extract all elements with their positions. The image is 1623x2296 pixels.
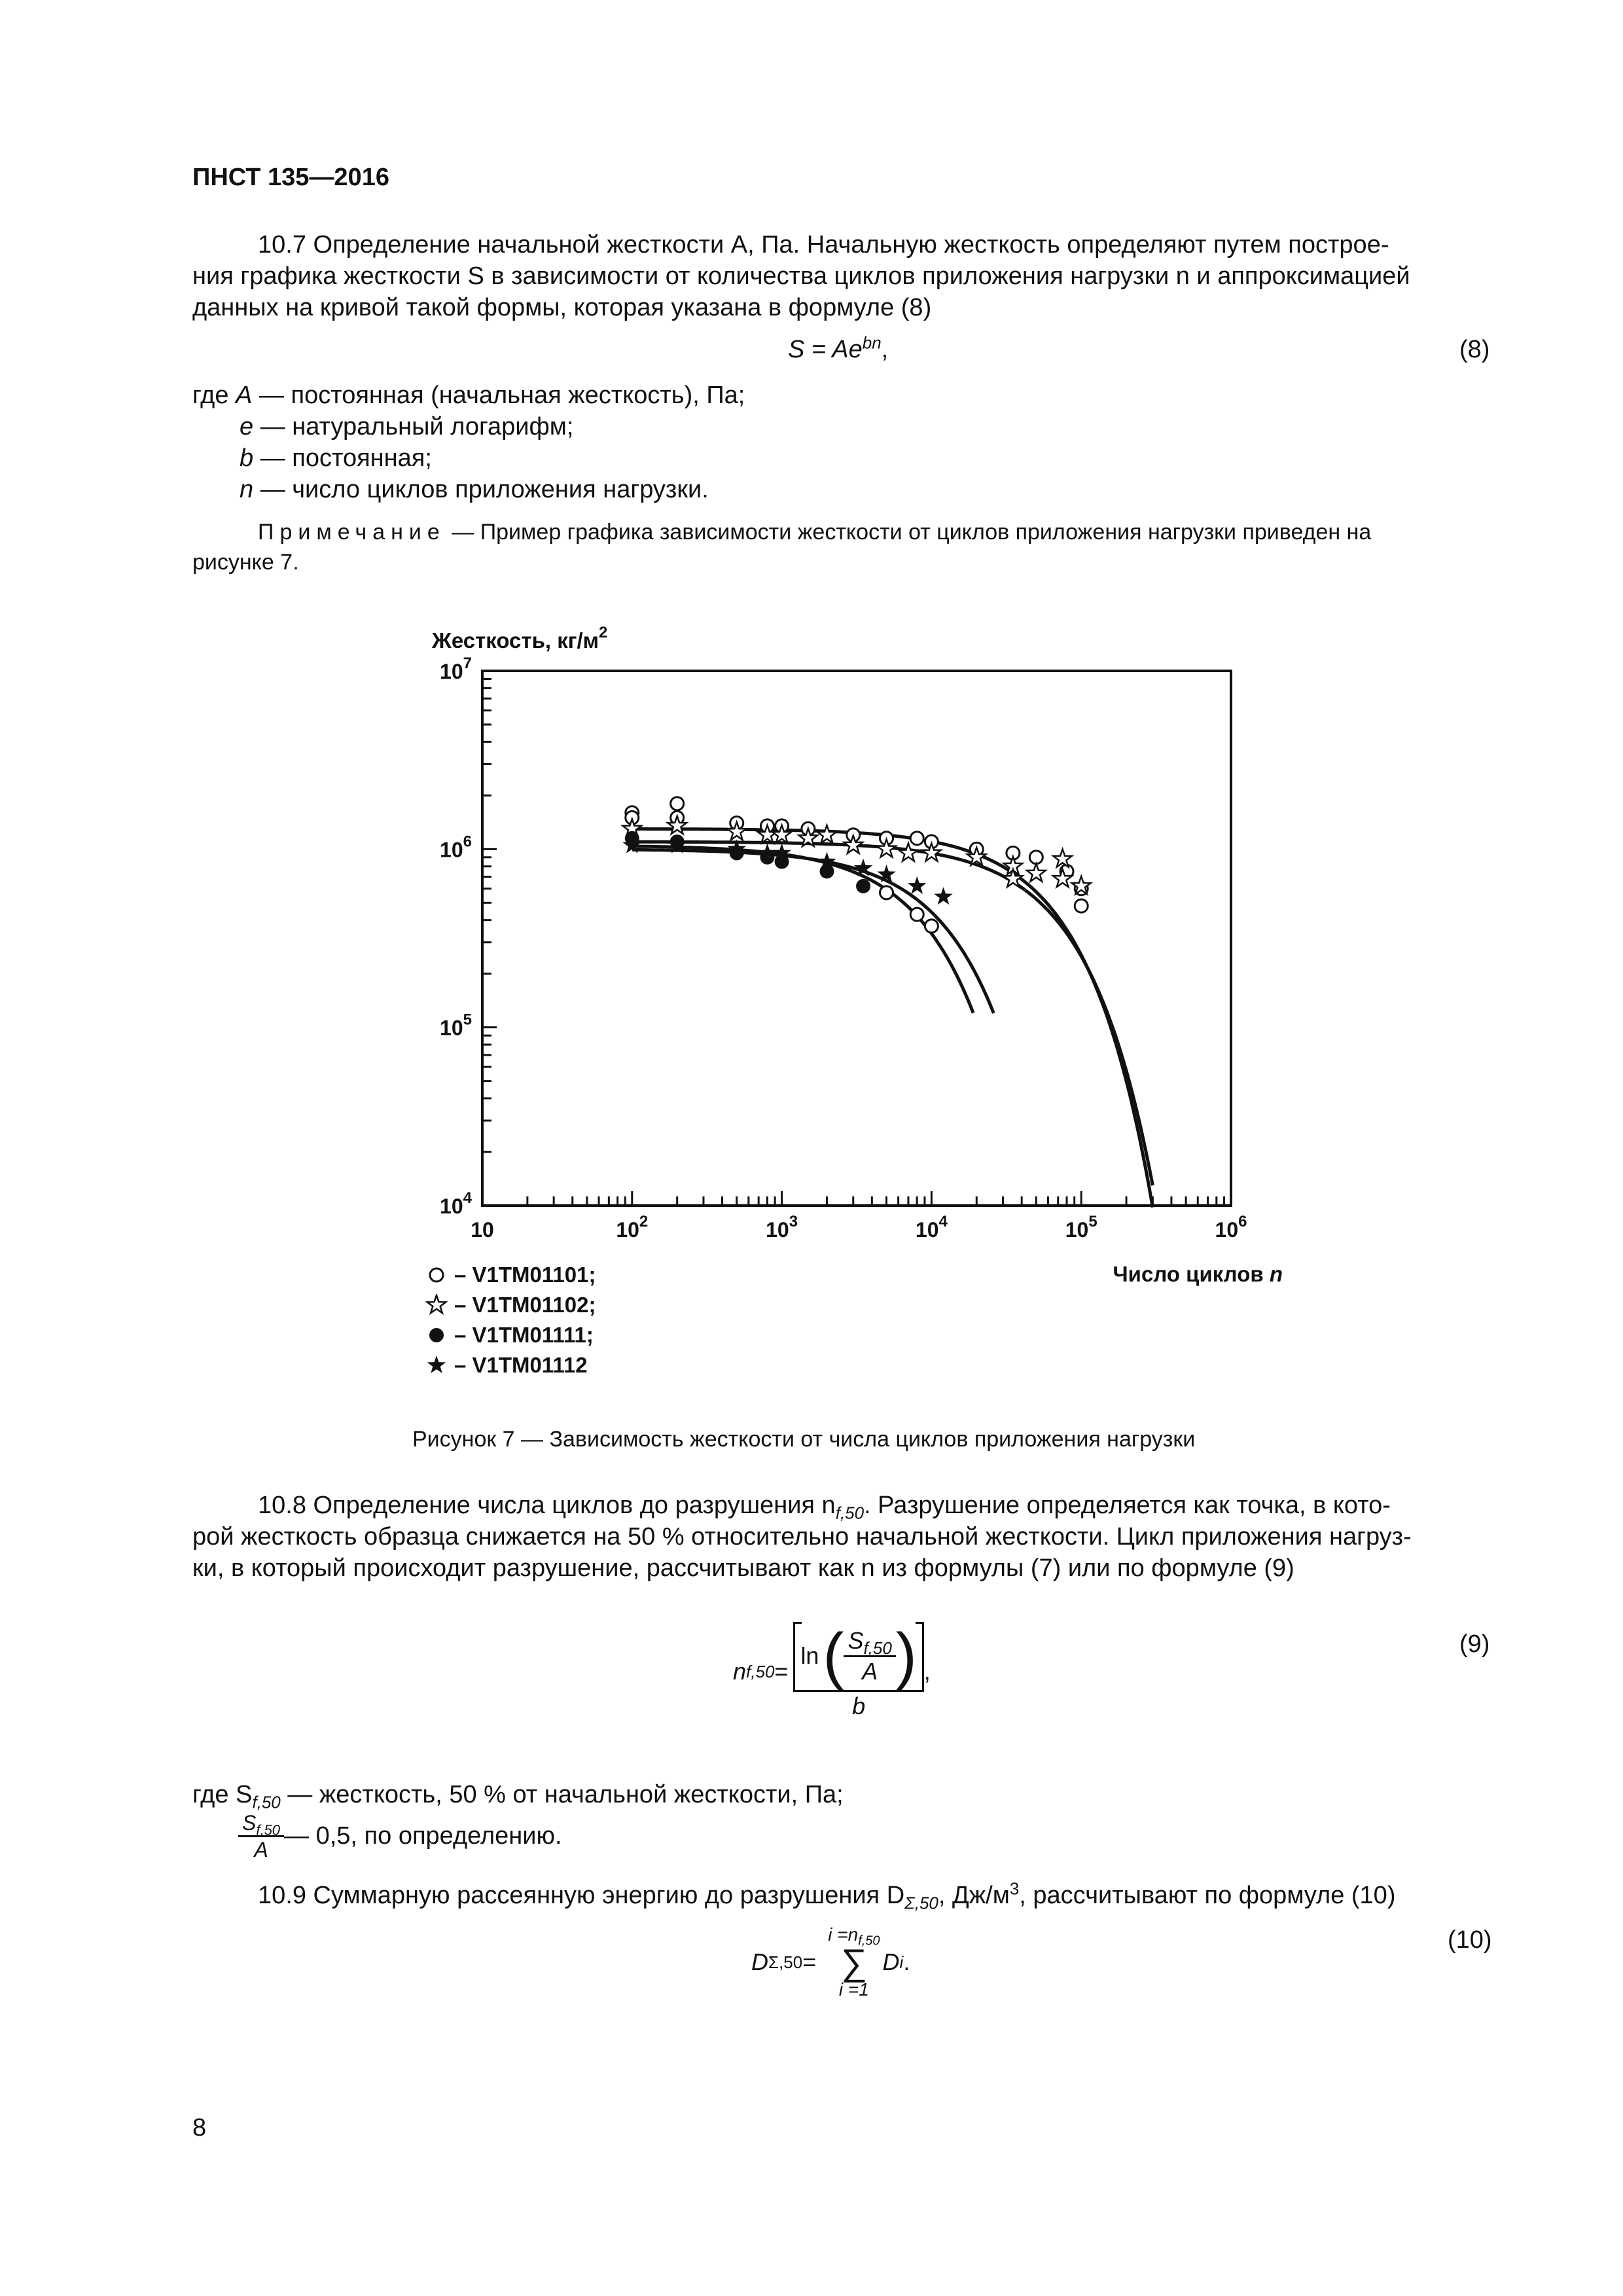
- paren-right-icon: ): [895, 1621, 917, 1691]
- legend-item-v1tm01101: – V1TM01101;: [425, 1260, 596, 1290]
- circle-open-marker-icon: [425, 1264, 448, 1286]
- v1tm01111-point: [819, 864, 834, 878]
- equation-9: n f,50 = ln ( $\frac{S_{f,50}}{A}$ ) b ,: [733, 1621, 931, 1719]
- x-tick-label: $10^3$: [766, 1213, 798, 1242]
- v1tm01101-point: [1075, 899, 1088, 912]
- eq9-fraction: [793, 1622, 923, 1721]
- note-line-2: рисунке 7.: [192, 550, 299, 575]
- note: [192, 517, 1496, 577]
- chart-legend: [425, 1260, 596, 1380]
- section-10-9: 10.9 Суммарную рассеянную энергию до разрушения $D_{\Sigma,50}$, $Дж/м^3$, рассчитывают по формуле (10): [258, 1878, 1396, 1913]
- def-b: b — постоянная;: [240, 444, 432, 472]
- x-tick-label: 10: [471, 1218, 494, 1242]
- v1tm01101-point: [925, 920, 938, 933]
- eq8-tail: ,: [881, 336, 889, 363]
- v1tm01101-point: [880, 886, 893, 899]
- s107-line-3: данных на кривой такой формы, которая указана в формуле (8): [192, 294, 932, 321]
- star-filled-marker-icon: [425, 1354, 448, 1376]
- def-e: e — натуральный логарифм;: [240, 413, 574, 440]
- v1tm01102-point: [1027, 864, 1046, 882]
- def-n: n — число циклов приложения нагрузки.: [240, 476, 709, 503]
- x-tick-label: $10^5$: [1065, 1213, 1097, 1242]
- s108-line-2: рой жесткость образца снижается на 50 % относительно начальной жесткости. Цикл приложения нагруз-: [192, 1523, 1412, 1551]
- y-tick-label: $10^7$: [440, 655, 472, 683]
- x-tick-label: $10^6$: [1215, 1213, 1247, 1242]
- section-10-8: [192, 1490, 1496, 1584]
- x-tick-label: $10^4$: [915, 1213, 948, 1242]
- fit-curve-3: [632, 846, 973, 1013]
- x-axis-label: Число циклов n: [1113, 1262, 1283, 1286]
- s108-line-3: ки, в который происходит разрушение, рассчитывают как n из формулы (7) или по формуле (9): [192, 1554, 1294, 1582]
- eq8-definitions: [192, 380, 745, 505]
- legend-item-v1tm01111: – V1TM01111;: [425, 1320, 596, 1350]
- eq8-number: (8): [1459, 336, 1490, 363]
- v1tm01102-point: [922, 843, 941, 861]
- sum-operator: $i =n_{f,50}$ ∑ i =1: [828, 1924, 880, 2000]
- equation-8: [788, 334, 888, 365]
- v1tm01101-point: [910, 832, 923, 845]
- fit-curve-4: [632, 850, 994, 1013]
- v1tm01102-point: [817, 825, 836, 843]
- note-line-1: Примечание — Пример графика зависимости жесткости от циклов приложения нагрузки приведен на: [258, 520, 1372, 545]
- y-tick-label: $10^6$: [440, 833, 472, 862]
- legend-item-v1tm01112: – V1TM01112: [425, 1350, 596, 1380]
- note-label: Примечание: [258, 520, 446, 545]
- def-A: где A — постоянная (начальная жесткость), Па;: [192, 382, 745, 409]
- section-10-7: [192, 229, 1496, 323]
- legend-item-v1tm01102: – V1TM01102;: [425, 1290, 596, 1320]
- eq9-definition-2: $\frac{S_{f,50}}{A}$ — 0,5, по определению.: [238, 1810, 562, 1862]
- eq8-lhs: S = Ae: [788, 336, 863, 363]
- document-code: ПНСТ 135—2016: [192, 164, 389, 191]
- y-tick-label: $10^4$: [440, 1189, 472, 1218]
- star-open-marker-icon: [425, 1294, 448, 1316]
- eq9-number: (9): [1459, 1630, 1490, 1658]
- figure-caption: Рисунок 7 — Зависимость жесткости от числа циклов приложения нагрузки: [412, 1427, 1196, 1452]
- v1tm01112-point: [908, 876, 927, 894]
- y-tick-label: $10^5$: [440, 1011, 472, 1040]
- v1tm01112-point: [934, 887, 953, 905]
- x-tick-label: $10^2$: [616, 1213, 649, 1242]
- v1tm01111-point: [856, 879, 870, 893]
- s108-line-1: 10.8 Определение числа циклов до разрушения $n_{f,50}$. Разрушение определяется как точка, в кото-: [258, 1492, 1391, 1523]
- v1tm01101-point: [671, 797, 684, 810]
- sigma-icon: ∑: [840, 1941, 867, 1982]
- eq8-exp: bn: [862, 332, 882, 353]
- eq9-lhs: n: [733, 1657, 747, 1685]
- eq9-denominator: b: [793, 1690, 923, 1721]
- eq9-inner-fraction: $\frac{S_{f,50}}{A}$: [844, 1626, 895, 1686]
- page-number: 8: [192, 2114, 207, 2142]
- circle-filled-marker-icon: [425, 1324, 448, 1346]
- ln-label: ln: [800, 1642, 819, 1669]
- paren-left-icon: (: [823, 1621, 844, 1691]
- plot-frame: [482, 671, 1231, 1206]
- eq9-definition-1: где $S_{f,50}$ — жесткость, 50 % от начальной жесткости, Па;: [192, 1781, 844, 1812]
- s107-line-2: ния графика жесткости S в зависимости от количества циклов приложения нагрузки n и аппроксимацией: [192, 262, 1410, 290]
- s107-line-1: 10.7 Определение начальной жесткости A, Па. Начальную жесткость определяют путем построе-: [258, 231, 1389, 259]
- v1tm01102-point: [899, 843, 918, 861]
- equation-10: D Σ,50 = $i =n_{f,50}$ ∑ i =1 D i .: [751, 1924, 910, 2000]
- y-axis-label: Жесткость, $кг/м^2$: [432, 624, 608, 653]
- v1tm01101-point: [910, 908, 923, 921]
- eq10-number: (10): [1448, 1926, 1492, 1954]
